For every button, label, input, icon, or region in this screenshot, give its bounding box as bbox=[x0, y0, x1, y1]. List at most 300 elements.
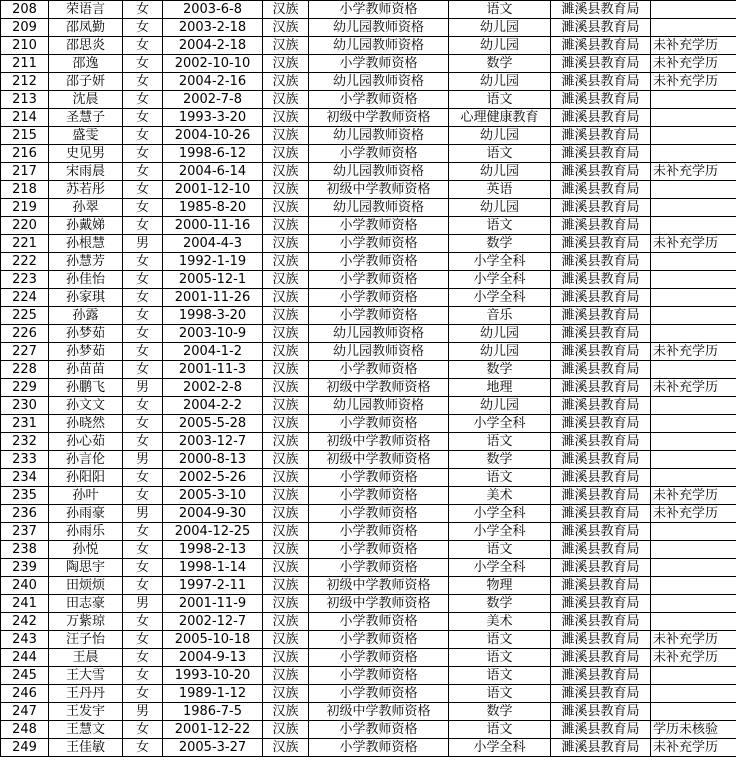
birth-date-cell: 2002-7-8 bbox=[163, 91, 263, 109]
bureau-cell: 濉溪县教育局 bbox=[551, 703, 651, 721]
table-row bbox=[1, 37, 736, 55]
row-number: 236 bbox=[1, 505, 49, 523]
gender-cell: 女 bbox=[123, 577, 163, 595]
table-row bbox=[1, 451, 736, 469]
name-cell: 孙悦 bbox=[49, 541, 123, 559]
table-row bbox=[1, 145, 736, 163]
row-number: 229 bbox=[1, 379, 49, 397]
bureau-cell: 濉溪县教育局 bbox=[551, 145, 651, 163]
qualification-cell: 幼儿园教师资格 bbox=[309, 325, 449, 343]
bureau-cell: 濉溪县教育局 bbox=[551, 127, 651, 145]
ethnicity-cell: 汉族 bbox=[263, 361, 309, 379]
bureau-cell: 濉溪县教育局 bbox=[551, 109, 651, 127]
qualification-cell: 小学教师资格 bbox=[309, 91, 449, 109]
qualification-cell: 小学教师资格 bbox=[309, 739, 449, 757]
bureau-cell: 濉溪县教育局 bbox=[551, 1, 651, 19]
qualification-cell: 小学教师资格 bbox=[309, 685, 449, 703]
bureau-cell: 濉溪县教育局 bbox=[551, 541, 651, 559]
bureau-cell: 濉溪县教育局 bbox=[551, 469, 651, 487]
note-cell bbox=[651, 613, 736, 631]
subject-cell: 幼儿园 bbox=[449, 127, 551, 145]
table-row bbox=[1, 109, 736, 127]
bureau-cell: 濉溪县教育局 bbox=[551, 91, 651, 109]
birth-date-cell: 1993-3-20 bbox=[163, 109, 263, 127]
qualification-cell: 初级中学教师资格 bbox=[309, 181, 449, 199]
ethnicity-cell: 汉族 bbox=[263, 649, 309, 667]
subject-cell: 数学 bbox=[449, 361, 551, 379]
gender-cell: 女 bbox=[123, 397, 163, 415]
name-cell: 王大雪 bbox=[49, 667, 123, 685]
gender-cell: 女 bbox=[123, 253, 163, 271]
ethnicity-cell: 汉族 bbox=[263, 415, 309, 433]
ethnicity-cell: 汉族 bbox=[263, 433, 309, 451]
birth-date-cell: 2001-12-10 bbox=[163, 181, 263, 199]
note-cell bbox=[651, 19, 736, 37]
subject-cell: 音乐 bbox=[449, 307, 551, 325]
ethnicity-cell: 汉族 bbox=[263, 379, 309, 397]
row-number: 239 bbox=[1, 559, 49, 577]
row-number: 217 bbox=[1, 163, 49, 181]
table-row bbox=[1, 415, 736, 433]
gender-cell: 女 bbox=[123, 721, 163, 739]
qualification-cell: 小学教师资格 bbox=[309, 145, 449, 163]
subject-cell: 幼儿园 bbox=[449, 19, 551, 37]
ethnicity-cell: 汉族 bbox=[263, 703, 309, 721]
qualification-cell: 小学教师资格 bbox=[309, 523, 449, 541]
qualification-cell: 小学教师资格 bbox=[309, 649, 449, 667]
subject-cell: 地理 bbox=[449, 379, 551, 397]
name-cell: 盛雯 bbox=[49, 127, 123, 145]
subject-cell: 幼儿园 bbox=[449, 37, 551, 55]
gender-cell: 女 bbox=[123, 289, 163, 307]
birth-date-cell: 2002-12-7 bbox=[163, 613, 263, 631]
ethnicity-cell: 汉族 bbox=[263, 523, 309, 541]
birth-date-cell: 2005-10-18 bbox=[163, 631, 263, 649]
table-body bbox=[1, 1, 736, 757]
ethnicity-cell: 汉族 bbox=[263, 595, 309, 613]
birth-date-cell: 2004-1-2 bbox=[163, 343, 263, 361]
row-number: 220 bbox=[1, 217, 49, 235]
name-cell: 田烦烦 bbox=[49, 577, 123, 595]
table-row bbox=[1, 253, 736, 271]
note-cell bbox=[651, 127, 736, 145]
qualification-cell: 小学教师资格 bbox=[309, 631, 449, 649]
bureau-cell: 濉溪县教育局 bbox=[551, 361, 651, 379]
qualification-cell: 小学教师资格 bbox=[309, 469, 449, 487]
bureau-cell: 濉溪县教育局 bbox=[551, 181, 651, 199]
ethnicity-cell: 汉族 bbox=[263, 127, 309, 145]
birth-date-cell: 1986-7-5 bbox=[163, 703, 263, 721]
table-row bbox=[1, 55, 736, 73]
row-number: 238 bbox=[1, 541, 49, 559]
gender-cell: 男 bbox=[123, 505, 163, 523]
gender-cell: 女 bbox=[123, 181, 163, 199]
subject-cell: 语文 bbox=[449, 649, 551, 667]
birth-date-cell: 2004-4-3 bbox=[163, 235, 263, 253]
subject-cell: 语文 bbox=[449, 541, 551, 559]
birth-date-cell: 1997-2-11 bbox=[163, 577, 263, 595]
bureau-cell: 濉溪县教育局 bbox=[551, 235, 651, 253]
row-number: 245 bbox=[1, 667, 49, 685]
bureau-cell: 濉溪县教育局 bbox=[551, 631, 651, 649]
note-cell bbox=[651, 523, 736, 541]
name-cell: 孙鹏飞 bbox=[49, 379, 123, 397]
table-row bbox=[1, 703, 736, 721]
subject-cell: 幼儿园 bbox=[449, 163, 551, 181]
row-number: 248 bbox=[1, 721, 49, 739]
table-row bbox=[1, 289, 736, 307]
bureau-cell: 濉溪县教育局 bbox=[551, 73, 651, 91]
note-cell bbox=[651, 577, 736, 595]
ethnicity-cell: 汉族 bbox=[263, 325, 309, 343]
birth-date-cell: 1998-1-14 bbox=[163, 559, 263, 577]
ethnicity-cell: 汉族 bbox=[263, 397, 309, 415]
ethnicity-cell: 汉族 bbox=[263, 559, 309, 577]
gender-cell: 男 bbox=[123, 703, 163, 721]
ethnicity-cell: 汉族 bbox=[263, 145, 309, 163]
note-cell bbox=[651, 217, 736, 235]
bureau-cell: 濉溪县教育局 bbox=[551, 667, 651, 685]
name-cell: 苏若彤 bbox=[49, 181, 123, 199]
bureau-cell: 濉溪县教育局 bbox=[551, 307, 651, 325]
name-cell: 孙言伦 bbox=[49, 451, 123, 469]
birth-date-cell: 2001-11-26 bbox=[163, 289, 263, 307]
row-number: 211 bbox=[1, 55, 49, 73]
table-row bbox=[1, 595, 736, 613]
subject-cell: 幼儿园 bbox=[449, 73, 551, 91]
row-number: 244 bbox=[1, 649, 49, 667]
subject-cell: 语文 bbox=[449, 433, 551, 451]
table-row bbox=[1, 397, 736, 415]
ethnicity-cell: 汉族 bbox=[263, 487, 309, 505]
row-number: 246 bbox=[1, 685, 49, 703]
gender-cell: 女 bbox=[123, 91, 163, 109]
birth-date-cell: 2004-9-13 bbox=[163, 649, 263, 667]
subject-cell: 语文 bbox=[449, 721, 551, 739]
name-cell: 邵子妍 bbox=[49, 73, 123, 91]
table-row bbox=[1, 469, 736, 487]
ethnicity-cell: 汉族 bbox=[263, 289, 309, 307]
name-cell: 孙慧芳 bbox=[49, 253, 123, 271]
name-cell: 孙雨乐 bbox=[49, 523, 123, 541]
bureau-cell: 濉溪县教育局 bbox=[551, 271, 651, 289]
name-cell: 史见男 bbox=[49, 145, 123, 163]
name-cell: 王丹丹 bbox=[49, 685, 123, 703]
subject-cell: 小学全科 bbox=[449, 289, 551, 307]
birth-date-cell: 2003-2-18 bbox=[163, 19, 263, 37]
gender-cell: 女 bbox=[123, 343, 163, 361]
note-cell bbox=[651, 397, 736, 415]
subject-cell: 小学全科 bbox=[449, 739, 551, 757]
table-row bbox=[1, 487, 736, 505]
birth-date-cell: 1989-1-12 bbox=[163, 685, 263, 703]
bureau-cell: 濉溪县教育局 bbox=[551, 217, 651, 235]
gender-cell: 女 bbox=[123, 145, 163, 163]
gender-cell: 女 bbox=[123, 433, 163, 451]
table-row bbox=[1, 505, 736, 523]
bureau-cell: 濉溪县教育局 bbox=[551, 379, 651, 397]
birth-date-cell: 2001-12-22 bbox=[163, 721, 263, 739]
gender-cell: 女 bbox=[123, 325, 163, 343]
ethnicity-cell: 汉族 bbox=[263, 343, 309, 361]
subject-cell: 小学全科 bbox=[449, 523, 551, 541]
qualification-cell: 初级中学教师资格 bbox=[309, 595, 449, 613]
qualification-cell: 小学教师资格 bbox=[309, 721, 449, 739]
subject-cell: 小学全科 bbox=[449, 271, 551, 289]
table-row bbox=[1, 721, 736, 739]
bureau-cell: 濉溪县教育局 bbox=[551, 433, 651, 451]
qualification-cell: 幼儿园教师资格 bbox=[309, 343, 449, 361]
ethnicity-cell: 汉族 bbox=[263, 199, 309, 217]
table-row bbox=[1, 73, 736, 91]
ethnicity-cell: 汉族 bbox=[263, 631, 309, 649]
table-row bbox=[1, 181, 736, 199]
qualification-cell: 小学教师资格 bbox=[309, 55, 449, 73]
birth-date-cell: 2002-10-10 bbox=[163, 55, 263, 73]
row-number: 213 bbox=[1, 91, 49, 109]
note-cell bbox=[651, 541, 736, 559]
row-number: 223 bbox=[1, 271, 49, 289]
ethnicity-cell: 汉族 bbox=[263, 19, 309, 37]
ethnicity-cell: 汉族 bbox=[263, 667, 309, 685]
note-cell: 未补充学历 bbox=[651, 73, 736, 91]
name-cell: 孙苗苗 bbox=[49, 361, 123, 379]
gender-cell: 女 bbox=[123, 469, 163, 487]
qualification-cell: 小学教师资格 bbox=[309, 415, 449, 433]
qualification-cell: 小学教师资格 bbox=[309, 289, 449, 307]
name-cell: 孙雨豪 bbox=[49, 505, 123, 523]
qualification-cell: 小学教师资格 bbox=[309, 217, 449, 235]
name-cell: 孙家琪 bbox=[49, 289, 123, 307]
qualification-cell: 初级中学教师资格 bbox=[309, 433, 449, 451]
row-number: 212 bbox=[1, 73, 49, 91]
ethnicity-cell: 汉族 bbox=[263, 91, 309, 109]
subject-cell: 幼儿园 bbox=[449, 343, 551, 361]
row-number: 215 bbox=[1, 127, 49, 145]
note-cell: 未补充学历 bbox=[651, 379, 736, 397]
name-cell: 陶思宇 bbox=[49, 559, 123, 577]
name-cell: 孙根慧 bbox=[49, 235, 123, 253]
name-cell: 孙翠 bbox=[49, 199, 123, 217]
birth-date-cell: 2001-11-3 bbox=[163, 361, 263, 379]
gender-cell: 女 bbox=[123, 307, 163, 325]
bureau-cell: 濉溪县教育局 bbox=[551, 685, 651, 703]
note-cell bbox=[651, 145, 736, 163]
gender-cell: 女 bbox=[123, 73, 163, 91]
subject-cell: 语文 bbox=[449, 469, 551, 487]
qualification-cell: 小学教师资格 bbox=[309, 271, 449, 289]
ethnicity-cell: 汉族 bbox=[263, 217, 309, 235]
table-row bbox=[1, 91, 736, 109]
subject-cell: 数学 bbox=[449, 595, 551, 613]
row-number: 210 bbox=[1, 37, 49, 55]
subject-cell: 数学 bbox=[449, 235, 551, 253]
table-row bbox=[1, 343, 736, 361]
birth-date-cell: 2000-8-13 bbox=[163, 451, 263, 469]
note-cell: 未补充学历 bbox=[651, 739, 736, 757]
birth-date-cell: 2005-3-10 bbox=[163, 487, 263, 505]
bureau-cell: 濉溪县教育局 bbox=[551, 199, 651, 217]
bureau-cell: 濉溪县教育局 bbox=[551, 577, 651, 595]
bureau-cell: 濉溪县教育局 bbox=[551, 415, 651, 433]
birth-date-cell: 2003-10-9 bbox=[163, 325, 263, 343]
subject-cell: 数学 bbox=[449, 55, 551, 73]
subject-cell: 数学 bbox=[449, 703, 551, 721]
name-cell: 王发宇 bbox=[49, 703, 123, 721]
table-row bbox=[1, 163, 736, 181]
bureau-cell: 濉溪县教育局 bbox=[551, 343, 651, 361]
ethnicity-cell: 汉族 bbox=[263, 37, 309, 55]
name-cell: 沈晨 bbox=[49, 91, 123, 109]
table-row bbox=[1, 541, 736, 559]
birth-date-cell: 1998-3-20 bbox=[163, 307, 263, 325]
subject-cell: 幼儿园 bbox=[449, 199, 551, 217]
gender-cell: 女 bbox=[123, 685, 163, 703]
ethnicity-cell: 汉族 bbox=[263, 253, 309, 271]
bureau-cell: 濉溪县教育局 bbox=[551, 505, 651, 523]
qualification-cell: 初级中学教师资格 bbox=[309, 451, 449, 469]
note-cell bbox=[651, 361, 736, 379]
row-number: 247 bbox=[1, 703, 49, 721]
gender-cell: 女 bbox=[123, 559, 163, 577]
row-number: 225 bbox=[1, 307, 49, 325]
table-row bbox=[1, 685, 736, 703]
name-cell: 邵凤勤 bbox=[49, 19, 123, 37]
bureau-cell: 濉溪县教育局 bbox=[551, 37, 651, 55]
birth-date-cell: 2004-10-26 bbox=[163, 127, 263, 145]
ethnicity-cell: 汉族 bbox=[263, 739, 309, 757]
gender-cell: 女 bbox=[123, 523, 163, 541]
qualification-cell: 初级中学教师资格 bbox=[309, 109, 449, 127]
name-cell: 孙晓然 bbox=[49, 415, 123, 433]
note-cell bbox=[651, 289, 736, 307]
qualification-cell: 小学教师资格 bbox=[309, 253, 449, 271]
name-cell: 汪子怡 bbox=[49, 631, 123, 649]
name-cell: 宋雨晨 bbox=[49, 163, 123, 181]
ethnicity-cell: 汉族 bbox=[263, 451, 309, 469]
birth-date-cell: 2005-12-1 bbox=[163, 271, 263, 289]
name-cell: 孙佳怡 bbox=[49, 271, 123, 289]
ethnicity-cell: 汉族 bbox=[263, 469, 309, 487]
qualification-cell: 小学教师资格 bbox=[309, 667, 449, 685]
subject-cell: 美术 bbox=[449, 613, 551, 631]
qualification-cell: 小学教师资格 bbox=[309, 541, 449, 559]
row-number: 241 bbox=[1, 595, 49, 613]
bureau-cell: 濉溪县教育局 bbox=[551, 397, 651, 415]
birth-date-cell: 2004-2-2 bbox=[163, 397, 263, 415]
qualification-cell: 小学教师资格 bbox=[309, 487, 449, 505]
subject-cell: 语文 bbox=[449, 91, 551, 109]
gender-cell: 女 bbox=[123, 1, 163, 19]
table-row bbox=[1, 649, 736, 667]
note-cell bbox=[651, 1, 736, 19]
bureau-cell: 濉溪县教育局 bbox=[551, 559, 651, 577]
row-number: 218 bbox=[1, 181, 49, 199]
row-number: 228 bbox=[1, 361, 49, 379]
gender-cell: 女 bbox=[123, 163, 163, 181]
birth-date-cell: 1998-6-12 bbox=[163, 145, 263, 163]
table-row bbox=[1, 307, 736, 325]
row-number: 240 bbox=[1, 577, 49, 595]
name-cell: 孙阳阳 bbox=[49, 469, 123, 487]
subject-cell: 幼儿园 bbox=[449, 325, 551, 343]
gender-cell: 女 bbox=[123, 271, 163, 289]
note-cell: 未补充学历 bbox=[651, 163, 736, 181]
name-cell: 孙文文 bbox=[49, 397, 123, 415]
birth-date-cell: 2005-5-28 bbox=[163, 415, 263, 433]
row-number: 219 bbox=[1, 199, 49, 217]
row-number: 249 bbox=[1, 739, 49, 757]
table-row bbox=[1, 559, 736, 577]
row-number: 230 bbox=[1, 397, 49, 415]
note-cell bbox=[651, 199, 736, 217]
qualification-cell: 幼儿园教师资格 bbox=[309, 37, 449, 55]
subject-cell: 心理健康教育 bbox=[449, 109, 551, 127]
table-row bbox=[1, 235, 736, 253]
note-cell bbox=[651, 433, 736, 451]
gender-cell: 女 bbox=[123, 217, 163, 235]
table-row bbox=[1, 577, 736, 595]
bureau-cell: 濉溪县教育局 bbox=[551, 739, 651, 757]
birth-date-cell: 2005-3-27 bbox=[163, 739, 263, 757]
table-row bbox=[1, 631, 736, 649]
note-cell: 未补充学历 bbox=[651, 37, 736, 55]
note-cell: 学历未核验 bbox=[651, 721, 736, 739]
qualification-cell: 小学教师资格 bbox=[309, 559, 449, 577]
table-row bbox=[1, 523, 736, 541]
ethnicity-cell: 汉族 bbox=[263, 73, 309, 91]
gender-cell: 女 bbox=[123, 541, 163, 559]
table-row bbox=[1, 361, 736, 379]
bureau-cell: 濉溪县教育局 bbox=[551, 595, 651, 613]
subject-cell: 小学全科 bbox=[449, 505, 551, 523]
subject-cell: 幼儿园 bbox=[449, 397, 551, 415]
subject-cell: 小学全科 bbox=[449, 559, 551, 577]
name-cell: 孙心茹 bbox=[49, 433, 123, 451]
row-number: 209 bbox=[1, 19, 49, 37]
birth-date-cell: 2003-12-7 bbox=[163, 433, 263, 451]
gender-cell: 女 bbox=[123, 487, 163, 505]
note-cell bbox=[651, 685, 736, 703]
name-cell: 王慧文 bbox=[49, 721, 123, 739]
table-row bbox=[1, 271, 736, 289]
birth-date-cell: 2000-11-16 bbox=[163, 217, 263, 235]
row-number: 224 bbox=[1, 289, 49, 307]
birth-date-cell: 2004-12-25 bbox=[163, 523, 263, 541]
birth-date-cell: 1985-8-20 bbox=[163, 199, 263, 217]
note-cell bbox=[651, 667, 736, 685]
qualification-cell: 小学教师资格 bbox=[309, 505, 449, 523]
qualification-cell: 幼儿园教师资格 bbox=[309, 199, 449, 217]
table-row bbox=[1, 667, 736, 685]
bureau-cell: 濉溪县教育局 bbox=[551, 325, 651, 343]
birth-date-cell: 2004-2-16 bbox=[163, 73, 263, 91]
qualification-cell: 幼儿园教师资格 bbox=[309, 397, 449, 415]
subject-cell: 小学全科 bbox=[449, 253, 551, 271]
ethnicity-cell: 汉族 bbox=[263, 163, 309, 181]
qualification-cell: 幼儿园教师资格 bbox=[309, 19, 449, 37]
bureau-cell: 濉溪县教育局 bbox=[551, 163, 651, 181]
bureau-cell: 濉溪县教育局 bbox=[551, 613, 651, 631]
bureau-cell: 濉溪县教育局 bbox=[551, 523, 651, 541]
row-number: 222 bbox=[1, 253, 49, 271]
qualification-cell: 小学教师资格 bbox=[309, 1, 449, 19]
name-cell: 孙露 bbox=[49, 307, 123, 325]
birth-date-cell: 1993-10-20 bbox=[163, 667, 263, 685]
gender-cell: 女 bbox=[123, 361, 163, 379]
ethnicity-cell: 汉族 bbox=[263, 55, 309, 73]
note-cell bbox=[651, 253, 736, 271]
